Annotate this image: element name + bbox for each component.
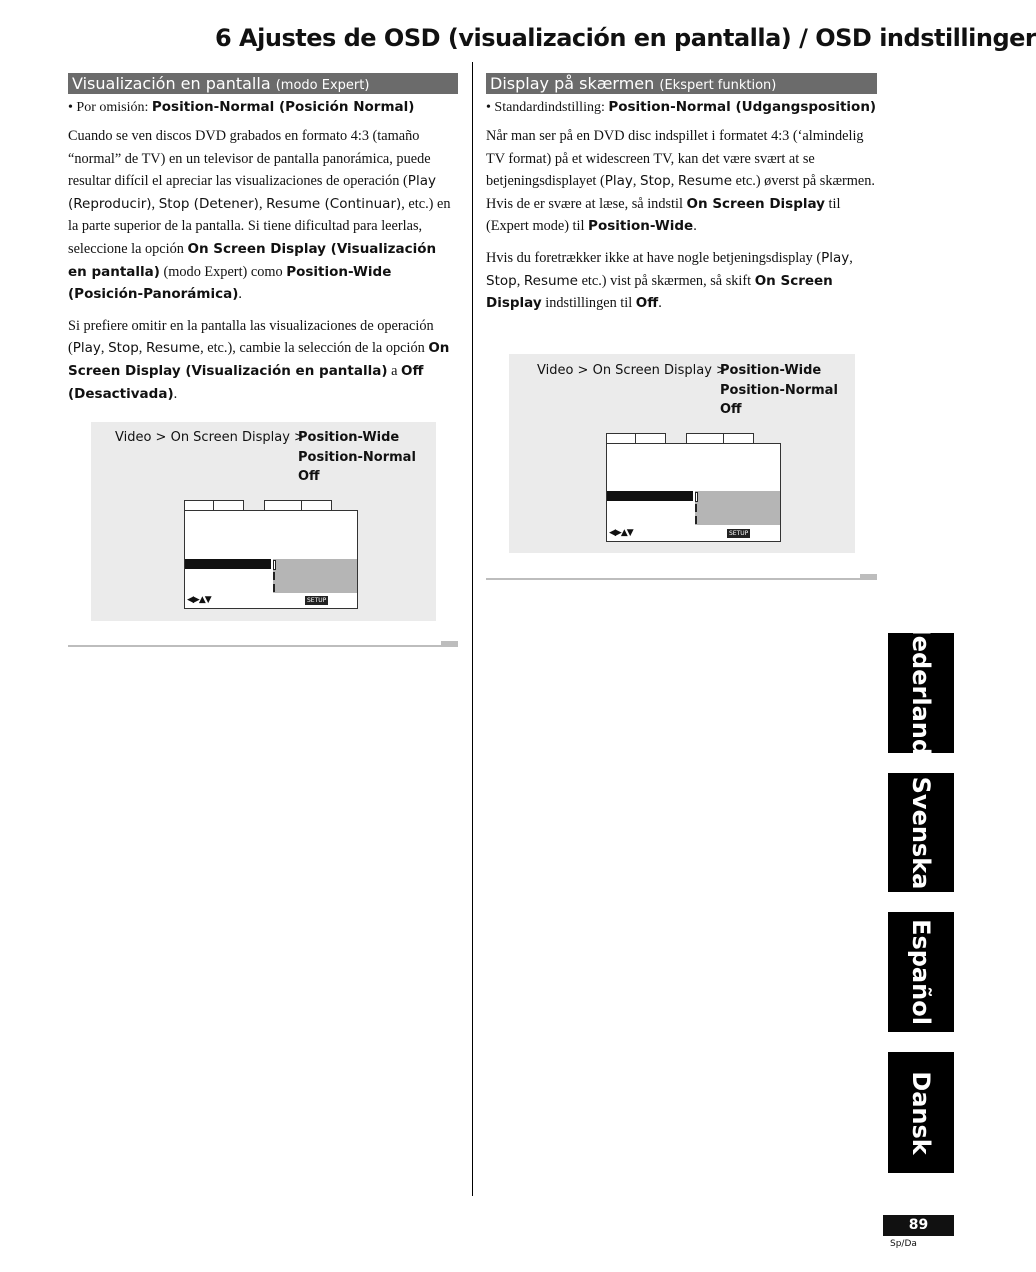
- option-marker: [273, 584, 275, 592]
- option-list: [720, 361, 838, 420]
- lang-tab-label: Svenska: [907, 776, 935, 889]
- text-run: ,: [632, 173, 641, 190]
- default-prefix: • Por omisión:: [68, 100, 149, 115]
- right-column: [486, 73, 877, 315]
- page-language-code: Sp/Da: [890, 1239, 917, 1249]
- setting-term: Off (Desactivada): [68, 362, 424, 402]
- setting-term: On Screen Display (Visualización en pantalla): [68, 240, 437, 280]
- section-heading-main: Display på skærmen: [490, 74, 655, 93]
- text-run: Når man ser på en DVD disc indspillet i formatet 4:3 (‘almindelig TV format) på et widescreen TV, kan det være svært at se betjeningsdisplayet (: [486, 128, 864, 190]
- section-end-marker: [860, 574, 877, 580]
- option-position-wide: Position-Wide: [720, 363, 822, 378]
- selected-row: [185, 559, 271, 569]
- text-run: ,: [138, 340, 146, 357]
- section-heading-sub: (modo Expert): [275, 78, 370, 93]
- section-heading-es: [68, 73, 458, 94]
- osd-tab: [301, 500, 332, 510]
- button-term: Resume: [523, 272, 578, 289]
- paragraph-1: [486, 125, 877, 238]
- lang-tab-svenska: [888, 773, 954, 892]
- text-run: ,: [258, 195, 267, 212]
- page-number: 89: [883, 1215, 954, 1236]
- osd-tab: [635, 433, 666, 443]
- text-run: ,: [849, 249, 853, 266]
- option-off: Off: [298, 469, 320, 484]
- button-term: Resume: [145, 340, 201, 357]
- section-end-rule: [68, 645, 458, 647]
- text-run: a: [387, 362, 402, 379]
- text-run: .: [173, 385, 178, 402]
- default-value: Position-Normal (Udgangsposition): [608, 99, 877, 115]
- setting-term: Position-Wide: [588, 218, 694, 235]
- button-term: Resume: [677, 173, 733, 190]
- text-run: indstillingen til: [541, 295, 636, 312]
- setting-term: Position-Wide (Posición-Panorámica): [68, 263, 392, 303]
- option-marker: [273, 572, 275, 580]
- default-setting: [486, 99, 877, 116]
- osd-tab: [686, 433, 724, 443]
- osd-screen: [606, 443, 781, 542]
- default-value: Position-Normal (Posición Normal): [151, 99, 415, 115]
- lang-tab-nederlands: [888, 615, 954, 771]
- osd-tab: [184, 500, 214, 510]
- option-marker: [273, 560, 276, 570]
- option-off: Off: [720, 402, 742, 417]
- section-end-rule: [486, 578, 877, 580]
- osd-tab-active: [665, 430, 687, 443]
- section-heading-sub: (Ekspert funktion): [659, 78, 777, 93]
- text-run: .: [693, 218, 697, 235]
- osd-tab: [606, 433, 636, 443]
- text-run: ,: [670, 173, 678, 190]
- option-marker: [695, 516, 697, 524]
- lang-tab-label: Español: [907, 919, 935, 1025]
- option-list: [298, 428, 416, 487]
- osd-figure-da: [509, 354, 855, 553]
- selected-row: [607, 491, 693, 501]
- button-term: Stop: [640, 173, 671, 190]
- osd-tab-active: [243, 497, 265, 510]
- paragraph-2: [486, 247, 877, 315]
- options-panel: [695, 491, 780, 525]
- setup-badge: SETUP: [307, 597, 327, 604]
- option-position-normal: Position-Normal: [720, 382, 838, 398]
- option-marker: [695, 492, 698, 502]
- button-term: Play: [72, 340, 101, 357]
- osd-screen: [184, 510, 358, 609]
- lang-tab-espanol: [888, 912, 954, 1032]
- button-term: Play: [604, 173, 633, 190]
- menu-path: Video > On Screen Display >: [537, 363, 727, 378]
- lang-tab-label: Nederlands: [907, 615, 935, 771]
- text-run: (modo Expert) como: [159, 263, 287, 280]
- setup-badge: SETUP: [729, 530, 749, 537]
- osd-tab: [723, 433, 754, 443]
- section-end-marker: [441, 641, 458, 647]
- text-run: , etc.) en la parte superior de la pantalla. Si tiene dificultad para leerlas, seleccione la opción: [68, 195, 451, 257]
- osd-tabs: [606, 433, 753, 443]
- button-term: Stop: [486, 272, 517, 289]
- paragraph-2: [68, 315, 458, 405]
- default-prefix: • Standardindstilling:: [486, 100, 605, 115]
- text-run: .: [238, 286, 242, 303]
- osd-tabs: [184, 500, 331, 510]
- setting-term: Off: [635, 295, 659, 312]
- text-run: , etc.), cambie la selección de la opción: [200, 340, 429, 357]
- text-run: Hvis du foretrækker ikke at have nogle betjeningsdisplay (: [486, 249, 822, 266]
- text-run: til (Expert mode) til: [486, 195, 841, 235]
- osd-tab: [264, 500, 302, 510]
- button-term: Stop: [108, 340, 139, 357]
- button-term: Play (Reproducir): [68, 173, 436, 212]
- text-run: Cuando se ven discos DVD grabados en formato 4:3 (tamaño “normal” de TV) en un televisor de pantalla panorámica, puede resultar difícil el apreciar las visualizaciones de operación (: [68, 128, 431, 190]
- text-run: .: [658, 295, 662, 312]
- default-setting: [68, 99, 458, 116]
- option-marker: [695, 504, 697, 512]
- nav-arrows-icon: ◀▶▲▼: [609, 528, 633, 538]
- lang-tab-dansk: [888, 1052, 954, 1173]
- text-run: Si prefiere omitir en la pantalla las visualizaciones de operación (: [68, 317, 434, 357]
- osd-figure-es: [91, 422, 436, 621]
- nav-arrows-icon: ◀▶▲▼: [187, 595, 211, 605]
- section-heading-main: Visualización en pantalla: [72, 74, 271, 93]
- option-position-normal: Position-Normal: [298, 449, 416, 465]
- text-run: etc.) vist på skærmen, så skift: [578, 272, 755, 289]
- text-run: ,: [151, 195, 159, 212]
- options-panel: [273, 559, 357, 593]
- button-term: Stop (Detener): [158, 195, 259, 212]
- text-run: etc.) øverst på skærmen. Hvis de er svære at læse, så indstil: [486, 173, 875, 212]
- menu-path: Video > On Screen Display >: [115, 430, 305, 445]
- option-position-wide: Position-Wide: [298, 430, 400, 445]
- setting-term: On Screen Display: [486, 272, 833, 312]
- button-term: Resume (Continuar): [266, 195, 402, 212]
- lang-tab-label: Dansk: [907, 1070, 935, 1155]
- column-divider: [472, 62, 473, 1196]
- text-run: ,: [516, 272, 524, 289]
- button-term: Play: [821, 249, 850, 266]
- osd-tab: [213, 500, 244, 510]
- left-column: [68, 73, 458, 405]
- setting-term: On Screen Display (Visualización en pantalla): [68, 340, 450, 379]
- setting-term: On Screen Display: [686, 195, 825, 212]
- text-run: ,: [100, 340, 109, 357]
- paragraph-1: [68, 125, 458, 306]
- section-heading-da: [486, 73, 877, 94]
- page-title: 6 Ajustes de OSD (visualización en pantalla) / OSD indstillinger: [215, 24, 1036, 52]
